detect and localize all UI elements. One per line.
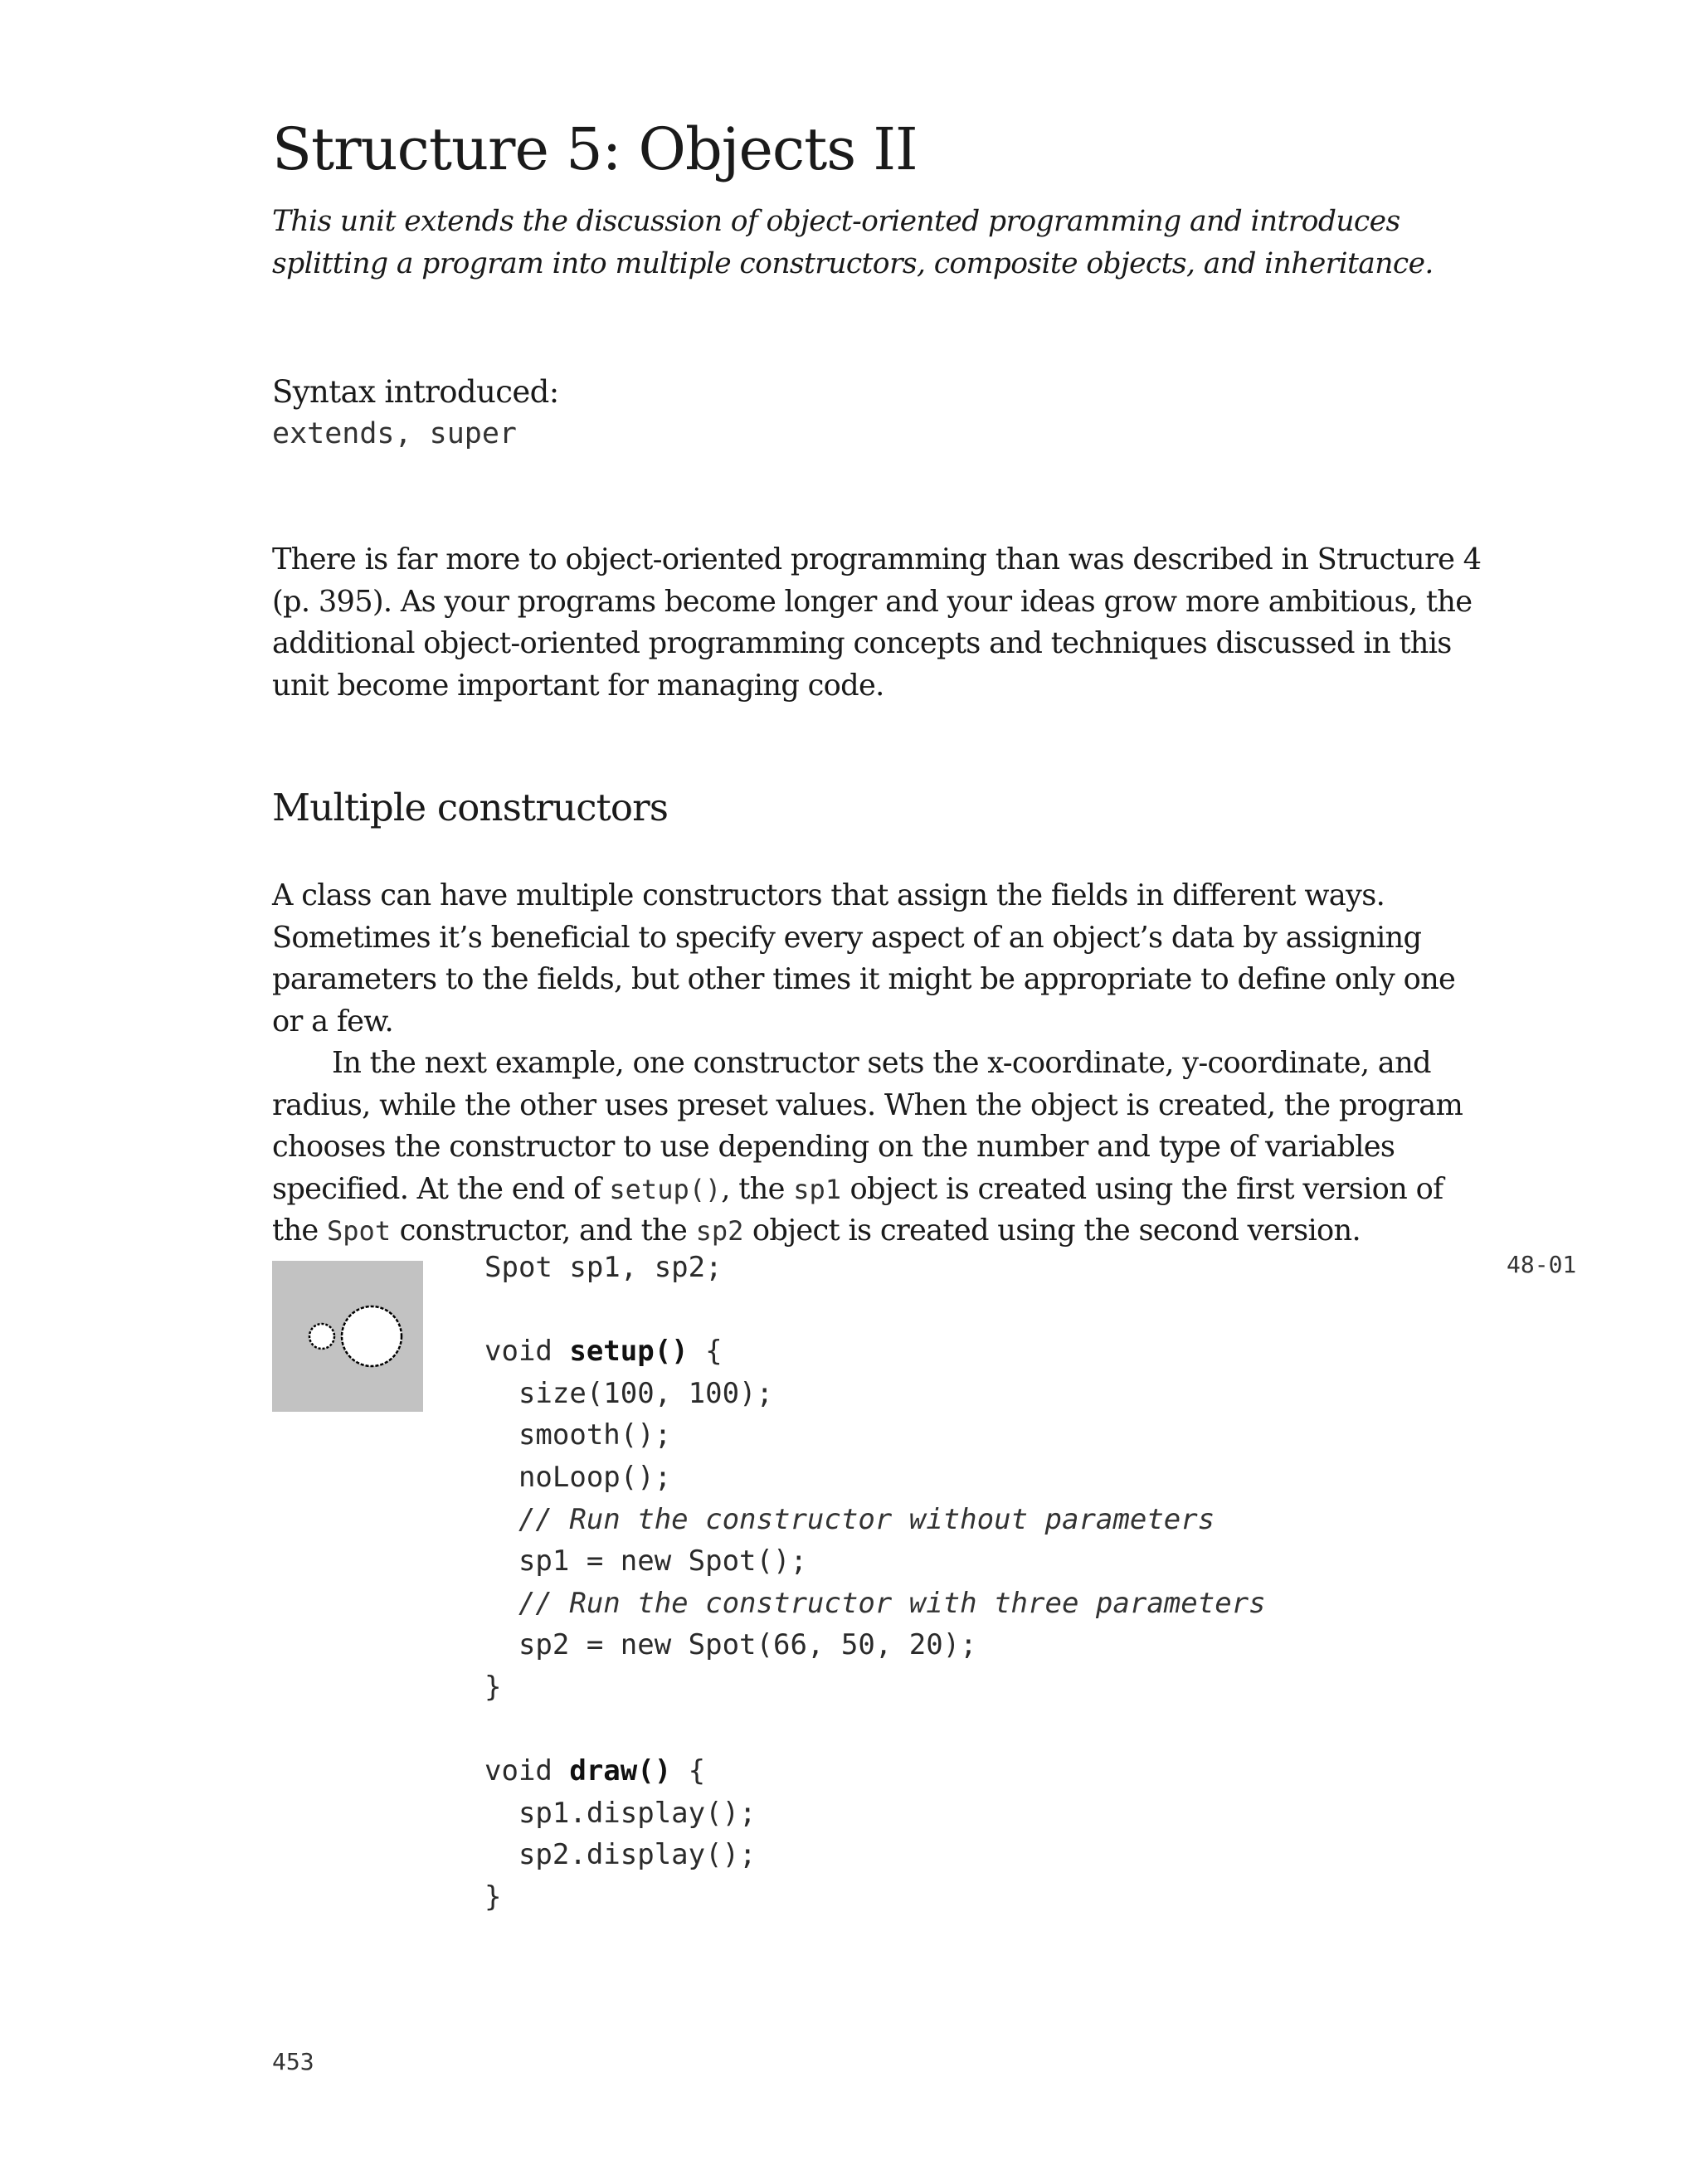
paragraph-text: constructor, and the (391, 1214, 696, 1248)
inline-code-setup: setup() (609, 1173, 722, 1205)
code-line: Spot sp1, sp2; (484, 1251, 723, 1284)
inline-code-sp1: sp1 (793, 1173, 842, 1205)
section-heading-multiple-constructors: Multiple constructors (272, 786, 669, 829)
example-output-thumbnail (272, 1261, 423, 1412)
code-example (484, 1247, 1266, 1919)
inline-code-spot: Spot (327, 1215, 392, 1247)
intro-text: This unit extends the discussion of object-oriented programming and introduces splitting a program into multiple constructors, composite objects, and inheritance. (272, 205, 1434, 280)
page-number: 453 (272, 2048, 314, 2075)
two-circles-illustration (272, 1261, 423, 1412)
code-line: } (484, 1670, 502, 1704)
syntax-introduced-label: Syntax introduced: (272, 374, 559, 410)
code-line: sp2.display(); (484, 1838, 757, 1872)
code-keyword: void (484, 1754, 570, 1788)
code-line: smooth(); (484, 1418, 672, 1452)
example-number: 48-01 (1507, 1251, 1577, 1278)
paragraph-text: , the (721, 1171, 794, 1206)
small-circle-sp1 (309, 1324, 334, 1349)
paragraph-text: object is created using the first version of the (272, 1171, 1443, 1248)
code-keyword: void (484, 1335, 570, 1369)
code-line: sp1 = new Spot(); (484, 1544, 807, 1578)
code-line-blank (484, 1709, 1266, 1751)
code-line (484, 1750, 1266, 1792)
code-line: sp1.display(); (484, 1796, 757, 1830)
code-brace: { (688, 1335, 723, 1369)
code-brace: { (671, 1754, 706, 1788)
paragraph-text: A class can have multiple constructors that assign the fields in different ways. Sometimes it’s beneficial to specify every aspect of an object’s data by assigning parameters to the fields, but other times it might be appropriate to define only one or a few. (272, 878, 1456, 1038)
syntax-introduced-items: extends, super (272, 417, 518, 450)
paragraph-oop-intro: There is far more to object-oriented programming than was described in Structure 4 (p. 395). As your programs become longer and your ideas grow more ambitious, the additional object-oriented programming concepts and techniques discussed in this unit become important for managing code. (272, 542, 1482, 703)
paragraph-text: object is created using the second version. (743, 1214, 1361, 1248)
large-circle-sp2 (342, 1306, 402, 1366)
code-line: sp2 = new Spot(66, 50, 20); (484, 1628, 977, 1662)
code-line (484, 1330, 1266, 1373)
code-line: size(100, 100); (484, 1376, 773, 1410)
paragraph-multiple-constructors (272, 875, 1492, 1253)
code-comment: // Run the constructor with three parameters (484, 1586, 1266, 1620)
inline-code-sp2: sp2 (695, 1215, 744, 1247)
code-line: noLoop(); (484, 1460, 672, 1494)
code-function-name: setup() (569, 1335, 689, 1369)
code-function-name: draw() (569, 1754, 672, 1788)
page-title: Structure 5: Objects II (272, 115, 918, 183)
code-line-blank (484, 1289, 1266, 1331)
code-line: } (484, 1880, 502, 1914)
paragraph-text: In the next example, one constructor sets the x-coordinate, y-coordinate, and radius, while the other uses preset values. When the object is created, the program chooses the constructor to use depending on the number and type of variables specified. At the end of (272, 1046, 1463, 1206)
code-comment: // Run the constructor without parameters (484, 1502, 1215, 1536)
